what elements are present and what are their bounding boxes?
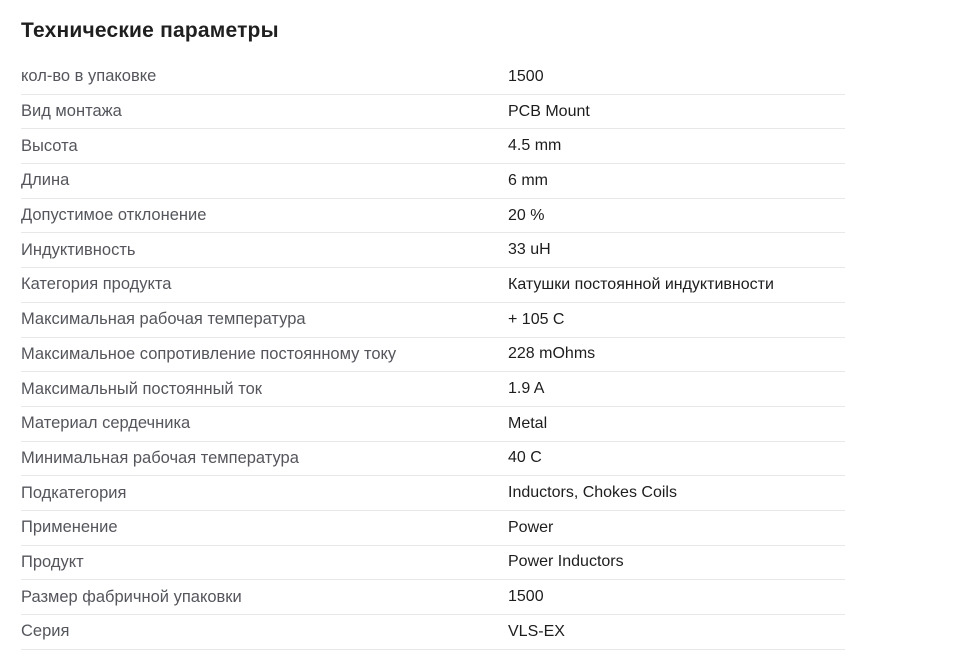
spec-label: Высота	[21, 136, 78, 155]
spec-value: 1500	[508, 67, 544, 85]
spec-value: 6 mm	[508, 171, 548, 189]
spec-value: Inductors, Chokes Coils	[508, 484, 677, 502]
table-row	[21, 129, 845, 164]
spec-label: Длина	[21, 171, 70, 190]
spec-value: 1500	[508, 588, 544, 606]
spec-label: Материал сердечника	[21, 414, 191, 433]
table-row	[21, 615, 845, 650]
table-row	[21, 199, 845, 234]
spec-value: 40 C	[508, 449, 542, 467]
spec-value: Metal	[508, 414, 548, 432]
spec-label: Допустимое отклонение	[21, 206, 207, 225]
spec-label: кол-во в упаковке	[21, 67, 157, 86]
spec-value: 4.5 mm	[508, 137, 562, 155]
spec-label: Серия	[21, 622, 70, 641]
spec-label: Минимальная рабочая температура	[21, 448, 299, 467]
spec-value: 33 uH	[508, 241, 551, 259]
spec-value: 228 mOhms	[508, 345, 596, 363]
spec-label: Максимальное сопротивление постоянному току	[21, 344, 397, 363]
spec-value: VLS-EX	[508, 622, 565, 640]
spec-label: Максимальная рабочая температура	[21, 310, 306, 329]
spec-label: Подкатегория	[21, 483, 127, 502]
spec-label: Размер фабричной упаковки	[21, 587, 242, 606]
spec-label: Максимальный постоянный ток	[21, 379, 262, 398]
spec-value: Катушки постоянной индуктивности	[508, 275, 774, 293]
table-row	[21, 442, 845, 477]
spec-label: Категория продукта	[21, 275, 172, 294]
table-row	[21, 164, 845, 199]
spec-value: + 105 C	[508, 310, 565, 328]
table-row	[21, 476, 845, 511]
table-row	[21, 511, 845, 546]
table-row	[21, 580, 845, 615]
table-row	[21, 546, 845, 581]
spec-label: Вид монтажа	[21, 102, 122, 121]
spec-value: PCB Mount	[508, 102, 590, 120]
spec-value: Power	[508, 518, 554, 536]
table-row	[21, 60, 845, 95]
table-row	[21, 372, 845, 407]
table-row	[21, 407, 845, 442]
spec-label: Индуктивность	[21, 240, 136, 259]
spec-label: Продукт	[21, 552, 84, 571]
table-row	[21, 95, 845, 130]
spec-value: 20 %	[508, 206, 545, 224]
spec-value: Power Inductors	[508, 553, 624, 571]
table-row	[21, 268, 845, 303]
spec-value: 1.9 A	[508, 380, 545, 398]
page-title: Технические параметры	[21, 19, 279, 42]
spec-label: Применение	[21, 518, 118, 537]
spec-table	[21, 60, 845, 650]
table-row	[21, 338, 845, 373]
table-row	[21, 303, 845, 338]
table-row	[21, 233, 845, 268]
